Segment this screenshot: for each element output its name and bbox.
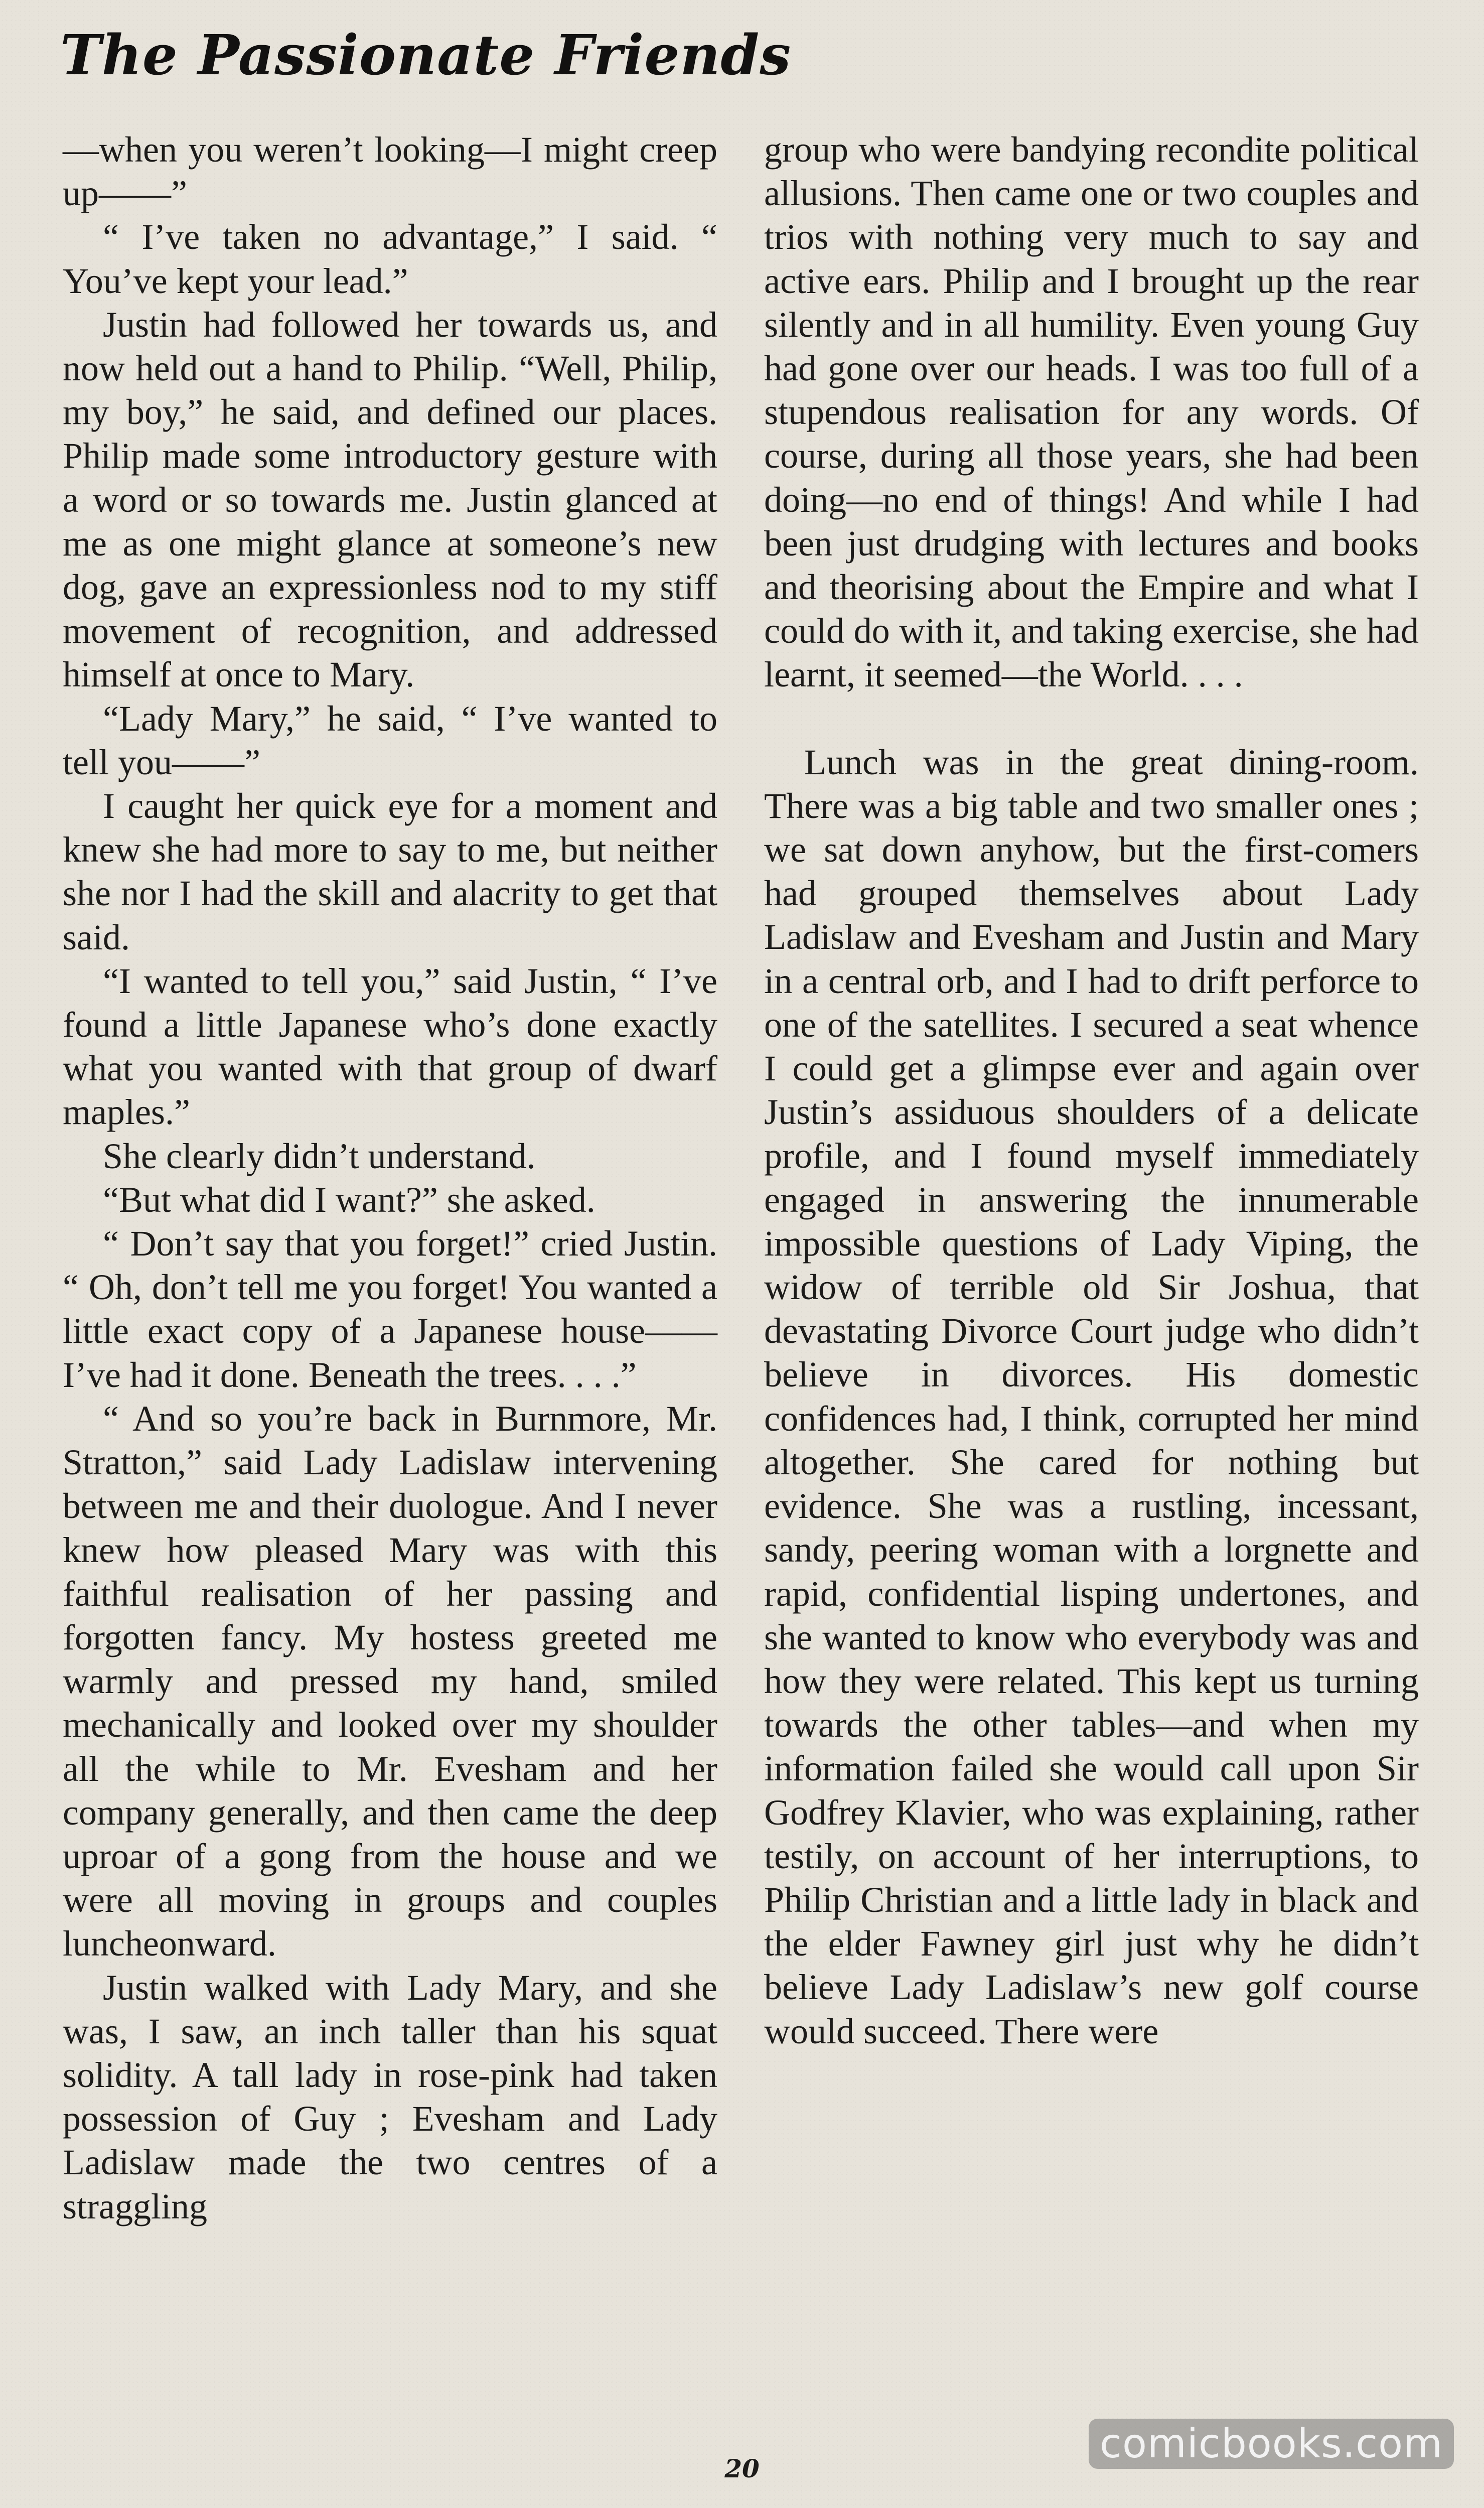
running-head: The Passionate Friends xyxy=(60,23,792,87)
page-number: 20 xyxy=(724,2454,760,2483)
paragraph: I caught her quick eye for a moment and knew she had more to say to me, but neither she nor I had the skill and alacrity to get that said. xyxy=(63,786,717,957)
paragraph: group who were bandying recondite political allusions. Then came one or two couples and trios with nothing very much to say and active ears. Philip and I brought up the rear silently and in all humility. Even young Guy had gone over our heads. I was too full of a stupendous realisation for any words. Of course, during all those years, she had been doing—no end of things! And while I had been just drudging with lectures and books and theorising about the Empire and what I could do with it, and taking exercise, she had learnt, it seemed—the World. . . . xyxy=(764,129,1419,695)
right-column xyxy=(764,128,1419,2053)
paragraph: “I wanted to tell you,” said Justin, “ I’ve found a little Japanese who’s done exactly what you wanted with that group of dwarf maples.” xyxy=(63,960,717,1133)
paragraph: Justin walked with Lady Mary, and she was, I saw, an inch taller than his squat solidity. A tall lady in rose-pink had taken possession of Guy ; Evesham and Lady Ladislaw made the two centres of a straggling xyxy=(63,1967,717,2226)
paragraph: “ I’ve taken no advantage,” I said. “ You’ve kept your lead.” xyxy=(63,217,717,301)
paragraph: “ Don’t say that you forget!” cried Justin. “ Oh, don’t tell me you forget! You wanted a little exact copy of a Japanese house—— I’ve had it done. Beneath the trees. . . .” xyxy=(63,1223,717,1395)
left-column xyxy=(63,128,717,2228)
paragraph: “Lady Mary,” he said, “ I’ve wanted to tell you——” xyxy=(63,698,717,782)
paragraph: “But what did I want?” she asked. xyxy=(103,1179,596,1220)
paragraph: —when you weren’t looking—I might creep up——” xyxy=(63,129,717,214)
paragraph: Lunch was in the great dining-room. There was a big table and two smaller ones ; we sat down anyhow, but the first-comers had grouped themselves about Lady Ladislaw and Evesham and Justin and Mary in a central orb, and I had to drift perforce to one of the satellites. I secured a seat whence I could get a glimpse ever and again over Justin’s assiduous shoulders of a delicate profile, and I found myself immediately engaged in answering the innumerable impossible questions of Lady Viping, the widow of terrible old Sir Joshua, that devastating Divorce Court judge who didn’t believe in divorces. His domestic confidences had, I think, corrupted her mind altogether. She cared for nothing but evidence. She was a rustling, incessant, sandy, peering woman with a lorgnette and rapid, confidential lisping undertones, and she wanted to know who everybody was and how they were related. This kept us turning towards the other tables—and when my information failed she would call upon Sir Godfrey Klavier, who was explaining, rather testily, on account of her interruptions, to Philip Christian and a little lady in black and the elder Fawney girl just why he didn’t believe Lady Ladislaw’s new golf course would succeed. There were xyxy=(764,742,1419,2051)
paragraph: She clearly didn’t understand. xyxy=(103,1136,536,1176)
site-watermark: comicbooks.com xyxy=(1089,2419,1454,2469)
paragraph: “ And so you’re back in Burnmore, Mr. Stratton,” said Lady Ladislaw intervening between me and their duologue. And I never knew how pleased Mary was with this faithful realisation of her passing and forgotten fancy. My hostess greeted me warmly and pressed my hand, smiled mechanically and looked over my shoulder all the while to Mr. Evesham and her company generally, and then came the deep uproar of a gong from the house and we were all moving in groups and couples luncheonward. xyxy=(63,1398,717,1964)
paragraph: Justin had followed her towards us, and now held out a hand to Philip. “Well, Philip, my boy,” he said, and defined our places. Philip made some introductory gesture with a word or so towards me. Justin glanced at me as one might glance at someone’s new dog, gave an expressionless nod to my stiff movement of recognition, and addressed himself at once to Mary. xyxy=(63,304,717,695)
